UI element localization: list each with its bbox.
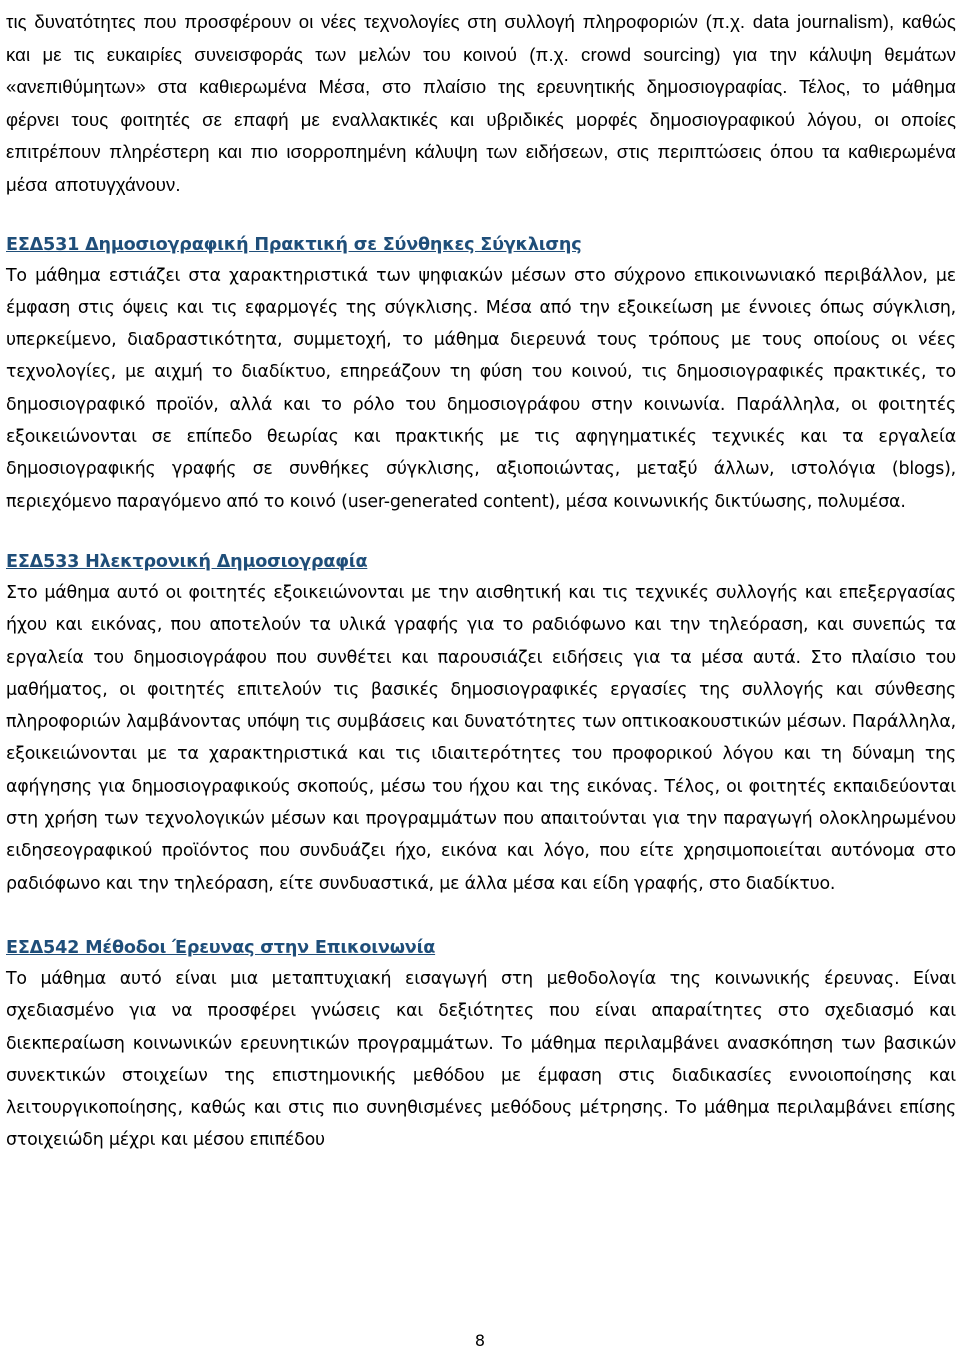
section-body-esd533: Στο μάθημα αυτό οι φοιτητές εξοικειώνονται με την αισθητική και τις τεχνικές συλλογής και επεξεργασίας ήχου και εικόνας, που αποτελούν τα υλικά γραφής για το ραδιόφωνο και την τηλεόραση, και συνεπώς τα εργαλεία του δημοσιογράφου που συνθέτει και παρουσιάζει ειδήσεις για τα μέσα αυτά. Στο πλαίσιο του μαθήματος, οι φοιτητές επιτελούν τις βασικές δημοσιογραφικές εργασίες της συλλογής και σύνθεσης πληροφοριών λαμβάνοντας υπόψη τις συμβάσεις και δυνατότητες των οπτικοακουστικών μέσων. Παράλληλα, εξοικειώνονται με τα χαρακτηριστικά και τις ιδιαιτερότητες του προφορικού λόγου και τη δύναμη της αφήγησης για δημοσιογραφικούς σκοπούς, μέσω του ήχου και της εικόνας. Τέλος, οι φοιτητές εκπαιδεύονται στη χρήση των τεχνολογικών μέσων και προγραμμάτων που απαιτούνται για την παραγωγή ολοκληρωμένου ειδησεογραφικού προϊόντος που συνδυάζει ήχο, εικόνα και λόγο, που είτε χρησιμοποιείται αυτόνομα στο ραδιόφωνο και την τηλεόραση, είτε συνδυαστικά, με άλλα μέσα και είδη γραφής, στο διαδίκτυο. <box>6 582 956 894</box>
section-body-esd531: Το μάθημα εστιάζει στα χαρακτηριστικά των ψηφιακών μέσων στο σύχρονο επικοινωνιακό περιβάλλον, με έμφαση στις όψεις και τις εφαρμογές της σύγκλισης. Μέσα από την εξοικείωση με έννοιες όπως σύγκλιση, υπερκείμενο, διαδραστικότητα, συμμετοχή, το μάθημα διερευνά τους τρόπους με τους οποίους οι νέες τεχνολογίες, με αιχμή το διαδίκτυο, επηρεάζουν τη φύση του κοινού, τις δημοσιογραφικές πρακτικές, το δημοσιογραφικό προϊόν, αλλά και το ρόλο του δημοσιογράφου στην κοινωνία. Παράλληλα, οι φοιτητές εξοικειώνονται σε επίπεδο θεωρίας και πρακτικής με τις αφηγηματικές τεχνικές και τα εργαλεία δημοσιογραφικής γραφής σε συνθήκες σύγκλισης, αξιοποιώντας, μεταξύ άλλων, ιστολόγια (blogs), περιεχόμενο παραγόμενο από το κοινό (user-generated content), μέσα κοινωνικής δικτύωσης, πολυμέσα. <box>6 265 956 512</box>
section-heading-esd531: ΕΣΔ531 Δημοσιογραφική Πρακτική σε Σύνθηκες Σύγκλισης <box>6 234 582 255</box>
section-heading-esd533: ΕΣΔ533 Ηλεκτρονική Δημοσιογραφία <box>6 551 368 572</box>
intro-paragraph: τις δυνατότητες που προσφέρουν οι νέες τεχνολογίες στη συλλογή πληροφοριών (π.χ. data journalism), καθώς και με τις ευκαιρίες συνεισφοράς των μελών του κοινού (π.χ. crowd sourcing) για την κάλυψη θεμάτων «ανεπιθύμητων» στα καθιερωμένα Μέσα, στο πλαίσιο της ερευνητικής δημοσιογραφίας. Τέλος, το μάθημα φέρνει τους φοιτητές σε επαφή με εναλλακτικές και υβριδικές μορφές δημοσιογραφικού λόγου, οι οποίες επιτρέπουν πληρέστερη και πιο ισορροπημένη κάλυψη των ειδήσεων, στις περιπτώσεις όπου τα καθιερωμένα μέσα αποτυγχάνουν. <box>6 11 956 195</box>
section-body-esd542: Το μάθημα αυτό είναι μια μεταπτυχιακή εισαγωγή στη μεθοδολογία της κοινωνικής έρευνας. Είναι σχεδιασμένο για να προσφέρει γνώσεις και δεξιότητες που είναι απαραίτητες στο σχεδιασμό και διεκπεραίωση κοινωνικών ερευνητικών προγραμμάτων. Το μάθημα περιλαμβάνει ανασκόπηση των βασικών συνεκτικών στοιχείων της επιστημονικής μεθόδου με έμφαση στις διαδικασίες εννοιοποίησης και λειτουργικοποίησης, καθώς και στις πιο συνηθισμένες μεθόδους μέτρησης. Το μάθημα περιλαμβάνει επίσης στοιχειώδη μέχρι και μέσου επιπέδου <box>6 968 956 1151</box>
section-heading-esd542: ΕΣΔ542 Μέθοδοι Έρευνας στην Επικοινωνία <box>6 937 436 958</box>
document-page <box>6 0 956 1157</box>
page-number: 8 <box>474 1331 486 1350</box>
